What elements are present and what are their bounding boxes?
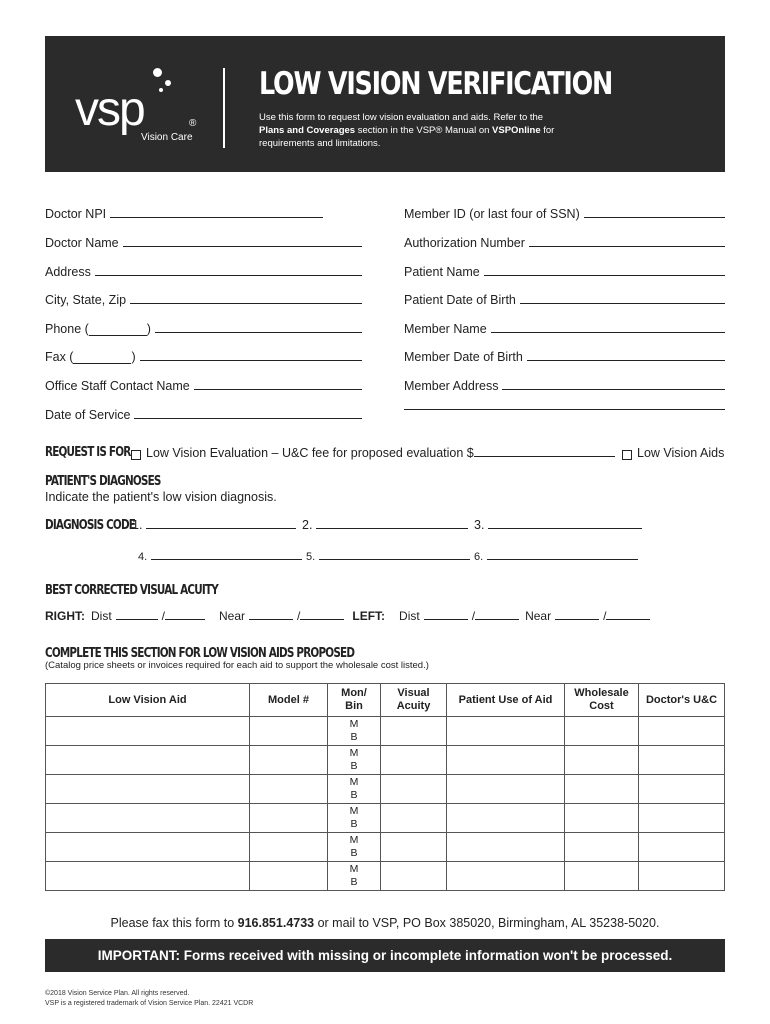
diagnosis-code-4[interactable]: 4.	[138, 551, 302, 563]
table-cell[interactable]	[46, 775, 250, 804]
fax-field[interactable]: Fax ( )	[45, 350, 362, 364]
mon-bin-cell[interactable]	[328, 862, 381, 891]
table-cell[interactable]	[250, 804, 328, 833]
diagnosis-code-5[interactable]: 5.	[306, 551, 470, 563]
table-cell[interactable]	[381, 746, 447, 775]
table-cell[interactable]	[639, 804, 725, 833]
table-cell[interactable]	[381, 775, 447, 804]
aids-checkbox[interactable]	[622, 450, 632, 460]
form-title: LOW VISION VERIFICATION	[259, 66, 613, 102]
right-dist-1[interactable]	[116, 618, 158, 620]
evaluation-fee-line[interactable]	[474, 455, 615, 457]
table-cell[interactable]	[381, 717, 447, 746]
member-name-field[interactable]: Member Name	[404, 322, 725, 336]
col-mon-bin: Mon/ Bin	[328, 684, 381, 717]
aids-table-row	[46, 804, 725, 833]
diagnosis-code-3[interactable]: 3.	[474, 518, 642, 532]
table-cell[interactable]	[250, 775, 328, 804]
mon-label: M	[349, 863, 359, 875]
table-cell[interactable]	[565, 775, 639, 804]
aids-section-title: COMPLETE THIS SECTION FOR LOW VISION AIDS PROPOSED	[45, 646, 355, 661]
right-near-1[interactable]	[249, 618, 293, 620]
aids-table-row	[46, 775, 725, 804]
form-header	[45, 36, 725, 172]
right-near-2[interactable]	[300, 618, 344, 620]
left-near-1[interactable]	[555, 618, 599, 620]
acuity-title: BEST CORRECTED VISUAL ACUITY	[45, 583, 218, 598]
col-visual-acuity: Visual Acuity	[381, 684, 447, 717]
diagnoses-subtitle: Indicate the patient's low vision diagnosis.	[45, 490, 277, 504]
table-cell[interactable]	[565, 862, 639, 891]
request-evaluation-option[interactable]	[131, 446, 615, 460]
acuity-row: RIGHT: Dist / Near / LEFT: Dist / Near /	[45, 609, 650, 623]
evaluation-label: Low Vision Evaluation – U&C fee for proposed evaluation $	[146, 446, 474, 460]
table-cell[interactable]	[46, 862, 250, 891]
table-cell[interactable]	[447, 746, 565, 775]
mon-bin-cell[interactable]	[328, 804, 381, 833]
table-cell[interactable]	[639, 833, 725, 862]
table-cell[interactable]	[447, 804, 565, 833]
evaluation-checkbox[interactable]	[131, 450, 141, 460]
request-title: REQUEST IS FOR	[45, 445, 131, 460]
city-state-zip-field[interactable]: City, State, Zip	[45, 293, 362, 307]
doctor-npi-field[interactable]: Doctor NPI	[45, 207, 323, 221]
table-cell[interactable]	[250, 833, 328, 862]
right-dist-2[interactable]	[165, 618, 205, 620]
header-divider	[223, 68, 225, 148]
table-cell[interactable]	[639, 862, 725, 891]
member-id-field[interactable]: Member ID (or last four of SSN)	[404, 207, 725, 221]
footer: ©2018 Vision Service Plan. All rights reserved. VSP is a registered trademark of Vision Service Plan. 22421 VCDR	[45, 990, 254, 1007]
table-cell[interactable]	[381, 833, 447, 862]
col-patient-use: Patient Use of Aid	[447, 684, 565, 717]
table-cell[interactable]	[46, 746, 250, 775]
logo-registered: ®	[189, 118, 197, 129]
bin-label: B	[350, 876, 358, 888]
aids-section-note: (Catalog price sheets or invoices required for each aid to support the wholesale cost listed.)	[45, 660, 429, 671]
member-address-field[interactable]: Member Address	[404, 379, 725, 393]
table-cell[interactable]	[46, 804, 250, 833]
table-cell[interactable]	[447, 862, 565, 891]
bin-label: B	[350, 818, 358, 830]
request-aids-option[interactable]	[622, 446, 724, 460]
mon-label: M	[349, 805, 359, 817]
table-cell[interactable]	[639, 746, 725, 775]
right-eye-label: RIGHT:	[45, 609, 85, 623]
mon-label: M	[349, 776, 359, 788]
member-dob-field[interactable]: Member Date of Birth	[404, 350, 725, 364]
diagnosis-code-6[interactable]: 6.	[474, 551, 638, 563]
bin-label: B	[350, 731, 358, 743]
table-cell[interactable]	[639, 717, 725, 746]
col-wholesale-cost: Wholesale Cost	[565, 684, 639, 717]
aids-table-row	[46, 833, 725, 862]
authorization-number-field[interactable]: Authorization Number	[404, 236, 725, 250]
left-dist-1[interactable]	[424, 618, 468, 620]
date-of-service-field[interactable]: Date of Service	[45, 408, 362, 422]
table-cell[interactable]	[46, 833, 250, 862]
table-cell[interactable]	[565, 804, 639, 833]
phone-field[interactable]: Phone ( )	[45, 322, 362, 336]
col-doctors-uc: Doctor's U&C	[639, 684, 725, 717]
aids-table	[45, 683, 725, 891]
mon-label: M	[349, 834, 359, 846]
left-near-2[interactable]	[606, 618, 650, 620]
patient-name-field[interactable]: Patient Name	[404, 265, 725, 279]
table-cell[interactable]	[46, 717, 250, 746]
logo-text: vsp	[75, 83, 144, 136]
col-model: Model #	[250, 684, 328, 717]
doctor-name-field[interactable]: Doctor Name	[45, 236, 362, 250]
logo-subtitle: Vision Care	[141, 132, 193, 143]
diagnosis-code-1[interactable]: 1.	[132, 518, 296, 532]
office-staff-contact-field[interactable]: Office Staff Contact Name	[45, 379, 362, 393]
member-address-line-2[interactable]	[404, 408, 725, 411]
table-cell[interactable]	[565, 746, 639, 775]
patient-dob-field[interactable]: Patient Date of Birth	[404, 293, 725, 307]
important-banner: IMPORTANT: Forms received with missing or incomplete information won't be processed.	[45, 939, 725, 972]
table-cell[interactable]	[250, 862, 328, 891]
form-description: Use this form to request low vision evaluation and aids. Refer to the Plans and Coverages section in the VSP® Manual on VSPOnline for requirements and limitations.	[259, 112, 555, 149]
fax-number: 916.851.4733	[237, 916, 315, 930]
mon-bin-cell[interactable]	[328, 833, 381, 862]
bin-label: B	[350, 789, 358, 801]
aids-table-row	[46, 862, 725, 891]
mon-bin-cell[interactable]	[328, 746, 381, 775]
bin-label: B	[350, 760, 358, 772]
diagnosis-code-2[interactable]: 2.	[302, 518, 468, 532]
mon-bin-cell[interactable]	[328, 775, 381, 804]
mon-bin-cell[interactable]	[328, 717, 381, 746]
table-cell[interactable]	[250, 717, 328, 746]
table-cell[interactable]	[639, 775, 725, 804]
table-cell[interactable]	[447, 775, 565, 804]
aids-label: Low Vision Aids	[637, 446, 725, 460]
aids-table-row	[46, 746, 725, 775]
aids-table-header	[46, 684, 725, 717]
table-cell[interactable]	[565, 717, 639, 746]
vsp-logo	[75, 66, 215, 146]
table-cell[interactable]	[447, 717, 565, 746]
left-dist-2[interactable]	[475, 618, 519, 620]
fax-instructions: Please fax this form to 916.851.4733 or mail to VSP, PO Box 385020, Birmingham, AL 35238-5020.	[110, 916, 660, 930]
table-cell[interactable]	[381, 862, 447, 891]
left-eye-label: LEFT:	[352, 609, 386, 623]
table-cell[interactable]	[381, 804, 447, 833]
mon-label: M	[349, 718, 359, 730]
bin-label: B	[350, 847, 358, 859]
diagnoses-title: PATIENT'S DIAGNOSES	[45, 474, 161, 489]
mon-label: M	[349, 747, 359, 759]
aids-table-row	[46, 717, 725, 746]
diagnosis-code-title: DIAGNOSIS CODE	[45, 518, 136, 533]
table-cell[interactable]	[447, 833, 565, 862]
table-cell[interactable]	[565, 833, 639, 862]
address-field[interactable]: Address	[45, 265, 362, 279]
table-cell[interactable]	[250, 746, 328, 775]
col-low-vision-aid: Low Vision Aid	[46, 684, 250, 717]
